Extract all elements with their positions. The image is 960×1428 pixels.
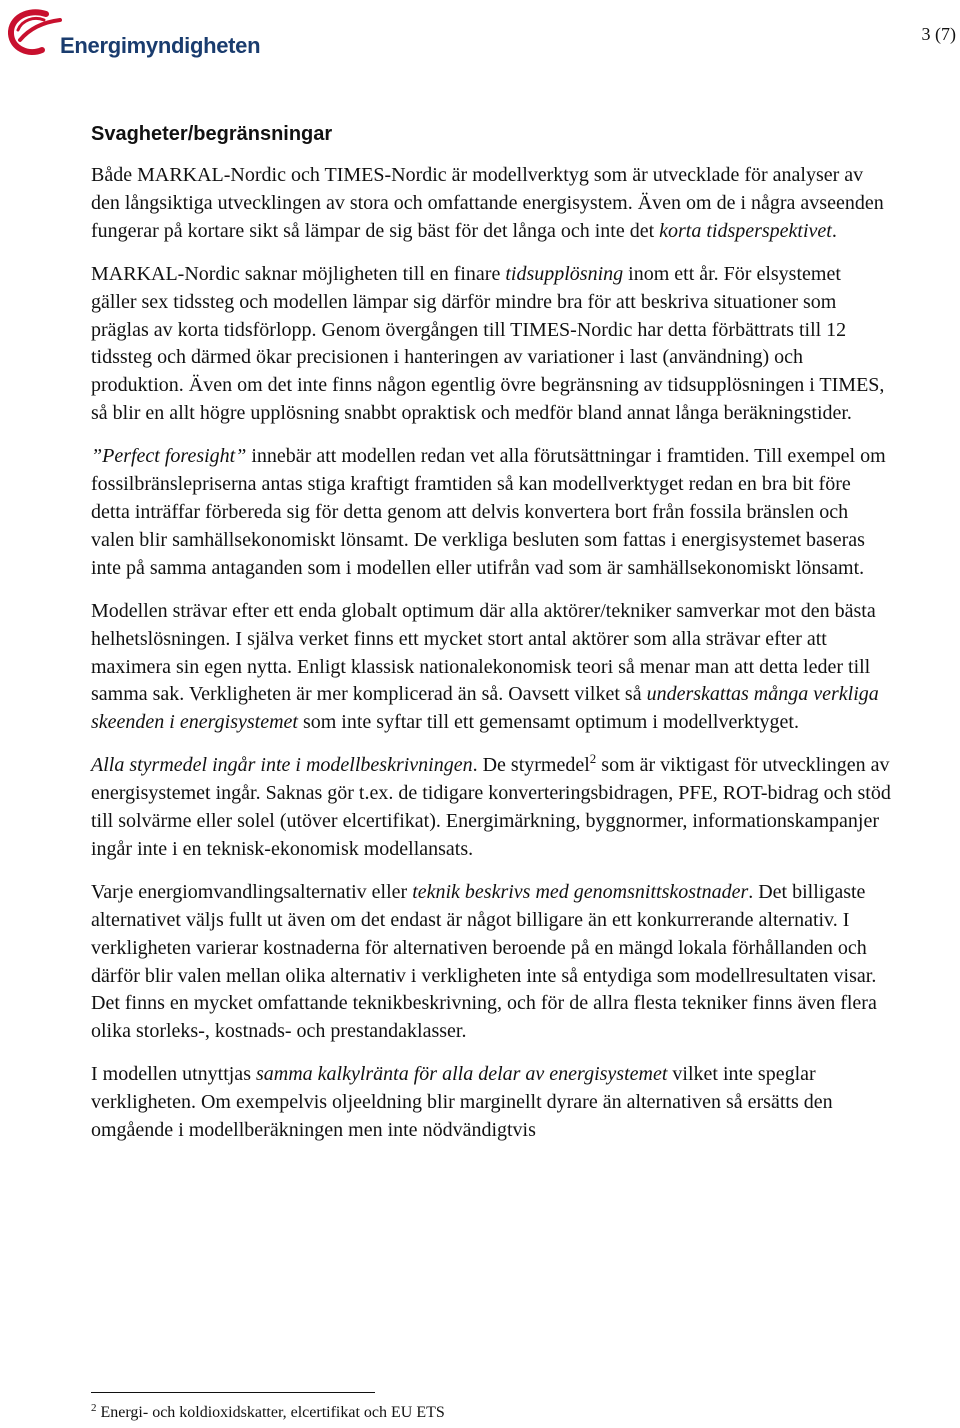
- body-paragraph: [91, 261, 891, 428]
- logo-swirl-icon: [6, 6, 66, 58]
- paragraph-text: MARKAL-Nordic saknar möjligheten till en finare: [91, 262, 506, 285]
- paragraph-text: Modellen strävar efter ett enda globalt optimum där alla aktörer/tekniker samverkar mot den bästa helhetslösningen. I själva verket finns ett mycket stort antal aktörer som alla strävar efter att maximera sin egen nytta. Enligt klassisk nationalekonomisk teori så menar man att detta leder till samma sak. Verkligheten är mer komplicerad än så. Oavsett vilket så: [91, 599, 876, 706]
- paragraph-text: . De styrmedel: [472, 754, 590, 777]
- paragraph-text: som inte syftar till ett gemensamt optimum i modellverktyget.: [297, 711, 799, 734]
- paragraph-text: som är viktigast för utvecklingen av energisystemet ingår. Saknas gör t.ex. de tidigare konverteringsbidragen, PFE, ROT-bidrag och stöd till solvärme eller solel (utöver elcertifikat). Energimärkning, byggnormer, informationskampanjer ingår inte i en teknisk-ekonomisk modellansats.: [91, 754, 891, 860]
- energimyndigheten-logo[interactable]: [6, 6, 266, 58]
- footnote-number: 2: [91, 1402, 97, 1414]
- body-paragraph: [91, 162, 891, 246]
- emphasized-text: ”Perfect foresight”: [91, 445, 247, 468]
- paragraph-text: vilket inte speglar verkligheten. Om exempelvis oljeeldning blir marginellt dyrare än alternativen så ersätts den omgående i modellberäkningen men inte nödvändigtvis: [91, 1063, 833, 1142]
- emphasized-text: korta tidsperspektivet: [659, 219, 832, 242]
- footnote-divider: [91, 1392, 375, 1393]
- section-heading: Svagheter/begränsningar: [91, 123, 333, 145]
- paragraph-list: [91, 162, 891, 1145]
- emphasized-text: underskattas många verkliga skeenden i energisystemet: [91, 683, 879, 734]
- logo-wordmark: Energimyndigheten: [60, 33, 261, 58]
- paragraph-text: inom ett år. För elsystemet gäller sex tidssteg och modellen lämpar sig därför mindre bra för att beskriva situationer som präglas av korta tidsförlopp. Genom övergången till TIMES-Nordic har detta förbättrats till 12 tidssteg och därmed ökar precisionen i hanteringen av variationer i last (användning) och produktion. Även om det inte finns någon egentlig övre begränsning av tidsupplösningen i TIMES, så blir en allt högre upplösning snabbt opraktisk och medför bland annat långa beräkningstider.: [91, 262, 885, 425]
- main-content: [91, 120, 891, 1160]
- body-paragraph: [91, 443, 891, 583]
- emphasized-text: samma kalkylränta för alla delar av energisystemet: [255, 1063, 668, 1086]
- paragraph-text: Varje energiomvandlingsalternativ eller: [91, 880, 413, 903]
- page-number: 3 (7): [921, 24, 956, 44]
- emphasized-text: Alla styrmedel ingår inte i modellbeskrivningen: [91, 754, 473, 777]
- paragraph-text: I modellen utnyttjas: [91, 1063, 256, 1086]
- footnote-text: Energi- och koldioxidskatter, elcertifikat och EU ETS: [100, 1404, 445, 1421]
- footnote: [91, 1403, 445, 1423]
- paragraph-text: . Det billigaste alternativet väljs fullt ut även om det endast är något billigare än ett konkurrerande alternativ. I verkligheten varierar kostnaderna för alternativen beroende på en mängd lokala förhållanden och därför blir valen mellan olika alternativ i verkligheten inte så entydiga som modellresultaten visar. Det finns en mycket omfattande teknikbeskrivning, och för de allra flesta tekniker finns även flera olika storleks-, kostnads- och prestandaklasser.: [91, 880, 877, 1043]
- body-paragraph: [91, 879, 891, 1046]
- body-paragraph: [91, 752, 891, 864]
- paragraph-text: innebär att modellen redan vet alla förutsättningar i framtiden. Till exempel om fossilbränslepriserna antas stiga kraftigt framtiden så kan modellverktyget redan en bra bit före detta inträffar förbereda sig för detta genom att delvis konvertera bort från fossila bränslen och valen blir samhällsekonomiskt lönsamt. De verkliga besluten som fattas i energisystemet baseras inte på samma antaganden som i modellen eller utifrån vad som är samhällsekonomiskt lönsamt.: [91, 445, 886, 579]
- emphasized-text: teknik beskrivs med genomsnittskostnader: [412, 880, 749, 903]
- paragraph-text: .: [831, 219, 837, 242]
- body-paragraph: [91, 598, 891, 738]
- emphasized-text: tidsupplösning: [505, 262, 624, 285]
- footnote-reference: 2: [589, 751, 597, 767]
- paragraph-text: Både MARKAL-Nordic och TIMES-Nordic är modellverktyg som är utvecklade för analyser av den långsiktiga utvecklingen av stora och omfattande energisystem. Även om de i några avseenden fungerar på kortare sikt så lämpar de sig bäst för det långa och inte det: [91, 164, 884, 242]
- body-paragraph: [91, 1061, 891, 1145]
